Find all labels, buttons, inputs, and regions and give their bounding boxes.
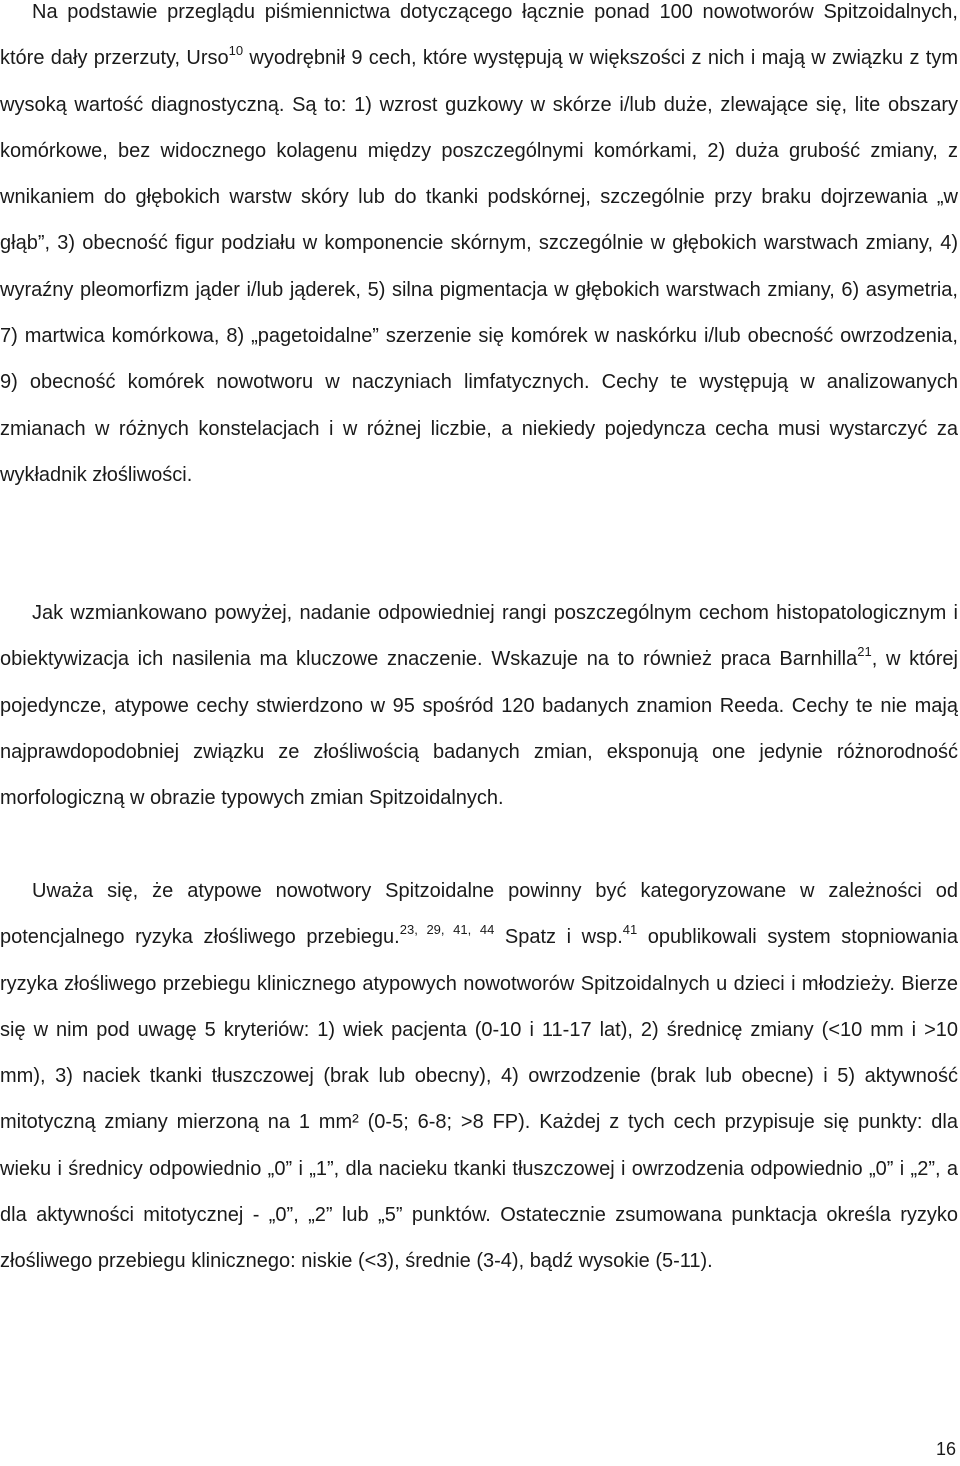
citation-superscript: 41 <box>622 922 638 938</box>
citation-superscript: 10 <box>228 43 244 59</box>
citation-superscript: 21 <box>857 644 872 660</box>
paragraph-urso-criteria <box>0 0 958 498</box>
paragraph-text: opublikowali system stopniowania ryzyka złośliwego przebiegu klinicznego atypowych nowotworów Spitzoidalnych u dzieci i młodzieży. Bierze się w nim pod uwagę 5 kryteriów: 1) wiek pacjenta (0-10 i 11-17 lat), 2) średnicę zmiany (<10 mm i >10 mm), 3) naciek tkanki tłuszczowej (brak lub obecny), 4) owrzodzenie (brak lub obecne) i 5) aktywność mitotyczną zmiany mierzoną na 1 mm² (0-5; 6-8; >8 FP). Każdej z tych cech przypisuje się punkty: dla wieku i średnicy odpowiednio „0” i „1”, dla nacieku tkanki tłuszczowej i owrzodzenia odpowiednio „0” i „2”, a dla aktywności mitotycznej - „0”, „2” lub „5” punktów. Ostatecznie zsumowana punktacja określa ryzyko złośliwego przebiegu klinicznego: niskie (<3), średnie (3-4), bądź wysokie (5-11). <box>0 926 958 1273</box>
paragraph-text: Jak wzmiankowano powyżej, nadanie odpowiedniej rangi poszczególnym cechom histopatologicznym i obiektywizacja ich nasilenia ma kluczowe znaczenie. Wskazuje na to również praca Barnhilla <box>0 602 958 671</box>
paragraph-text: Uważa się, że atypowe nowotwory Spitzoidalne powinny być kategoryzowane w zależności od potencjalnego ryzyka złośliwego przebiegu. <box>0 880 958 949</box>
paragraph-text: wyodrębnił 9 cech, które występują w większości z nich i mają w związku z tym wysoką wartość diagnostyczną. Są to: 1) wzrost guzkowy w skórze i/lub duże, zlewające się, lite obszary komórkowe, bez widocznego kolagenu między poszczególnymi komórkami, 2) duża grubość zmiany, z wnikaniem do głębokich warstw skóry lub do tkanki podskórnej, szczególnie przy braku dojrzewania „w głąb”, 3) obecność figur podziału w komponencie skórnym, szczególnie w głębokich warstwach zmiany, 4) wyraźny pleomorfizm jąder i/lub jąderek, 5) silna pigmentacja w głębokich warstwach zmiany, 6) asymetria, 7) martwica komórkowa, 8) „pagetoidalne” szerzenie się komórek w naskórku i/lub obecność owrzodzenia, 9) obecność komórek nowotworu w naczyniach limfatycznych. Cechy te występują w analizowanych zmianach w różnych konstelacjach i w różnej liczbie, a niekiedy pojedyncza cecha musi wystarczyć za wykładnik złośliwości. <box>0 47 958 486</box>
page-number: 16 <box>935 1439 956 1459</box>
paragraph-text: Na podstawie przeglądu piśmiennictwa dotyczącego łącznie ponad 100 nowotworów Spitzoidalnych, które dały przerzuty, Urso <box>0 1 958 70</box>
citation-superscript: 23, 29, 41, 44 <box>399 922 495 938</box>
paragraph-text: Spatz i wsp. <box>494 926 623 949</box>
paragraph-barnhill <box>0 590 958 821</box>
paragraph-spatz-grading <box>0 868 958 1285</box>
paragraph-text: , w której pojedyncze, atypowe cechy stwierdzono w 95 spośród 120 badanych znamion Reeda. Cechy te nie mają najprawdopodobniej związku ze złośliwością badanych zmian, eksponują one jedynie różnorodność morfologiczną w obrazie typowych zmian Spitzoidalnych. <box>0 648 958 810</box>
